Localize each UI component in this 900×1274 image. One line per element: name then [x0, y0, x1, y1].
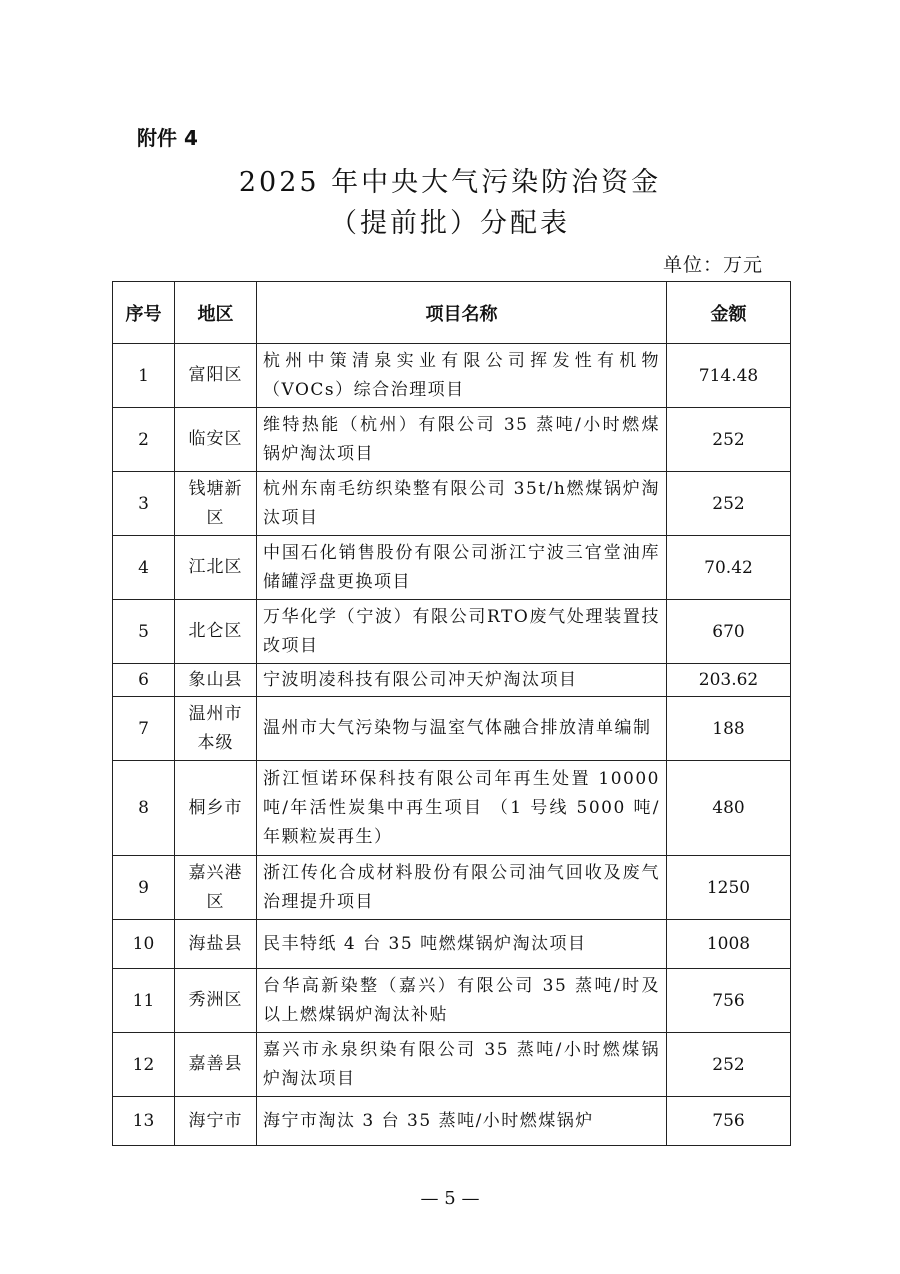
- row-region: 富阳区: [175, 344, 257, 408]
- row-number: 1: [113, 344, 175, 408]
- row-amount: 203.62: [667, 664, 791, 697]
- row-amount: 756: [667, 969, 791, 1033]
- row-region: 温州市本级: [175, 697, 257, 761]
- row-region: 桐乡市: [175, 761, 257, 856]
- row-region: 临安区: [175, 408, 257, 472]
- column-header-region: 地区: [175, 282, 257, 344]
- row-number: 5: [113, 600, 175, 664]
- row-number: 7: [113, 697, 175, 761]
- row-number: 2: [113, 408, 175, 472]
- row-region: 嘉善县: [175, 1033, 257, 1097]
- table-row: [113, 969, 791, 1033]
- row-region: 海盐县: [175, 920, 257, 969]
- row-project: 嘉兴市永泉织染有限公司 35 蒸吨/小时燃煤锅炉淘汰项目: [257, 1033, 667, 1097]
- row-project: 温州市大气污染物与温室气体融合排放清单编制: [257, 697, 667, 761]
- row-project: 浙江传化合成材料股份有限公司油气回收及废气治理提升项目: [257, 856, 667, 920]
- allocation-table: [112, 281, 791, 1146]
- table-row: [113, 920, 791, 969]
- row-amount: 70.42: [667, 536, 791, 600]
- row-number: 4: [113, 536, 175, 600]
- row-project: 杭州中策清泉实业有限公司挥发性有机物（VOCs）综合治理项目: [257, 344, 667, 408]
- row-region: 嘉兴港区: [175, 856, 257, 920]
- column-header-project: 项目名称: [257, 282, 667, 344]
- row-project: 杭州东南毛纺织染整有限公司 35t/h燃煤锅炉淘汰项目: [257, 472, 667, 536]
- unit-label: 单位：万元: [662, 254, 763, 276]
- table-row: [113, 536, 791, 600]
- row-project: 宁波明凌科技有限公司冲天炉淘汰项目: [257, 664, 667, 697]
- row-project: 万华化学（宁波）有限公司RTO废气处理装置技改项目: [257, 600, 667, 664]
- row-region: 北仑区: [175, 600, 257, 664]
- row-project: 民丰特纸 4 台 35 吨燃煤锅炉淘汰项目: [257, 920, 667, 969]
- table-row: [113, 1097, 791, 1146]
- row-amount: 756: [667, 1097, 791, 1146]
- row-number: 11: [113, 969, 175, 1033]
- row-project: 浙江恒诺环保科技有限公司年再生处置 10000 吨/年活性炭集中再生项目 （1 号线 5000 吨/年颗粒炭再生）: [257, 761, 667, 856]
- row-region: 秀洲区: [175, 969, 257, 1033]
- column-header-amount: 金额: [667, 282, 791, 344]
- row-number: 6: [113, 664, 175, 697]
- row-region: 海宁市: [175, 1097, 257, 1146]
- table-header-row: [113, 282, 791, 344]
- row-amount: 188: [667, 697, 791, 761]
- row-number: 10: [113, 920, 175, 969]
- row-region: 象山县: [175, 664, 257, 697]
- row-project: 海宁市淘汰 3 台 35 蒸吨/小时燃煤锅炉: [257, 1097, 667, 1146]
- column-header-no: 序号: [113, 282, 175, 344]
- row-number: 12: [113, 1033, 175, 1097]
- row-project: 中国石化销售股份有限公司浙江宁波三官堂油库储罐浮盘更换项目: [257, 536, 667, 600]
- table-row: [113, 1033, 791, 1097]
- document-title-line1: 2025 年中央大气污染防治资金: [238, 167, 662, 198]
- row-amount: 1250: [667, 856, 791, 920]
- table-row: [113, 408, 791, 472]
- row-amount: 714.48: [667, 344, 791, 408]
- table-row: [113, 761, 791, 856]
- row-project: 台华高新染整（嘉兴）有限公司 35 蒸吨/时及以上燃煤锅炉淘汰补贴: [257, 969, 667, 1033]
- row-amount: 252: [667, 408, 791, 472]
- row-region: 钱塘新区: [175, 472, 257, 536]
- row-number: 9: [113, 856, 175, 920]
- row-number: 3: [113, 472, 175, 536]
- row-amount: 670: [667, 600, 791, 664]
- table-row: [113, 856, 791, 920]
- attachment-label: 附件 4: [137, 126, 198, 150]
- row-amount: 480: [667, 761, 791, 856]
- table-row: [113, 344, 791, 408]
- table-row: [113, 472, 791, 536]
- table-row: [113, 664, 791, 697]
- table-row: [113, 600, 791, 664]
- row-region: 江北区: [175, 536, 257, 600]
- row-amount: 1008: [667, 920, 791, 969]
- row-number: 13: [113, 1097, 175, 1146]
- row-number: 8: [113, 761, 175, 856]
- table-row: [113, 697, 791, 761]
- row-amount: 252: [667, 1033, 791, 1097]
- document-title-line2: （提前批）分配表: [330, 208, 570, 239]
- page-number: — 5 —: [420, 1188, 480, 1209]
- row-amount: 252: [667, 472, 791, 536]
- row-project: 维特热能（杭州）有限公司 35 蒸吨/小时燃煤锅炉淘汰项目: [257, 408, 667, 472]
